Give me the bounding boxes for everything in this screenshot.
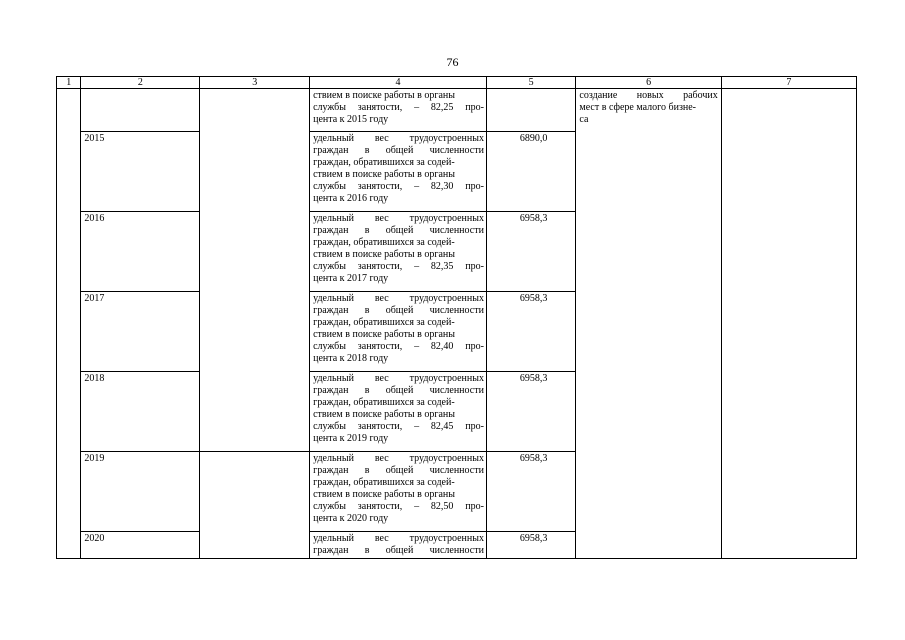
column-numbers-row bbox=[57, 77, 857, 89]
indicator-line: удельный вес трудоустроенных bbox=[313, 533, 484, 544]
indicator-line: ствием в поиске работы в органы bbox=[313, 249, 455, 260]
indicator-line: ствием в поиске работы в органы bbox=[313, 329, 455, 340]
indicator-line: граждан в общей численности bbox=[313, 225, 484, 236]
indicator-line: удельный вес трудоустроенных bbox=[313, 133, 484, 144]
indicator-cell bbox=[310, 132, 487, 212]
year-cell: 2016 bbox=[81, 212, 200, 292]
column-number: 7 bbox=[721, 77, 856, 89]
indicator-line: граждан в общей численности bbox=[313, 385, 484, 396]
value-cell: 6958,3 bbox=[486, 372, 575, 452]
column-number: 5 bbox=[486, 77, 575, 89]
col7-cell bbox=[721, 89, 856, 559]
column-number: 4 bbox=[310, 77, 487, 89]
year-cell bbox=[81, 89, 200, 132]
goal-cell bbox=[576, 89, 721, 559]
indicator-line: ствием в поиске работы в органы bbox=[313, 169, 455, 180]
goal-line: создание новых рабочих bbox=[579, 90, 718, 101]
program-table bbox=[56, 76, 857, 559]
year-cell: 2019 bbox=[81, 452, 200, 532]
col1-cell bbox=[57, 89, 81, 559]
indicator-line: ствием в поиске работы в органы bbox=[313, 90, 455, 101]
indicator-line: цента к 2018 году bbox=[313, 353, 389, 364]
value-cell: 6890,0 bbox=[486, 132, 575, 212]
indicator-line: граждан, обратившихся за содей- bbox=[313, 157, 455, 168]
col3-cell bbox=[200, 452, 310, 559]
indicator-line: цента к 2015 году bbox=[313, 114, 389, 125]
indicator-line: ствием в поиске работы в органы bbox=[313, 409, 455, 420]
column-number: 2 bbox=[81, 77, 200, 89]
indicator-line: граждан в общей численности bbox=[313, 545, 484, 556]
indicator-line: цента к 2019 году bbox=[313, 433, 389, 444]
column-number: 1 bbox=[57, 77, 81, 89]
value-cell: 6958,3 bbox=[486, 452, 575, 532]
indicator-line: службы занятости, – 82,50 про- bbox=[313, 501, 484, 512]
year-cell: 2015 bbox=[81, 132, 200, 212]
indicator-line: службы занятости, – 82,45 про- bbox=[313, 421, 484, 432]
value-cell bbox=[486, 89, 575, 132]
indicator-line: службы занятости, – 82,25 про- bbox=[313, 102, 484, 113]
indicator-line: цента к 2016 году bbox=[313, 193, 389, 204]
indicator-cell bbox=[310, 372, 487, 452]
value-cell: 6958,3 bbox=[486, 532, 575, 559]
col3-cell bbox=[200, 89, 310, 452]
indicator-line: цента к 2020 году bbox=[313, 513, 389, 524]
year-cell: 2020 bbox=[81, 532, 200, 559]
indicator-cell bbox=[310, 452, 487, 532]
indicator-cell bbox=[310, 212, 487, 292]
indicator-line: службы занятости, – 82,35 про- bbox=[313, 261, 484, 272]
value-cell: 6958,3 bbox=[486, 212, 575, 292]
indicator-line: граждан в общей численности bbox=[313, 465, 484, 476]
indicator-line: граждан, обратившихся за содей- bbox=[313, 477, 455, 488]
indicator-line: цента к 2017 году bbox=[313, 273, 389, 284]
indicator-cell bbox=[310, 89, 487, 132]
value-cell: 6958,3 bbox=[486, 292, 575, 372]
indicator-line: граждан в общей численности bbox=[313, 305, 484, 316]
year-cell: 2017 bbox=[81, 292, 200, 372]
indicator-line: граждан в общей численности bbox=[313, 145, 484, 156]
indicator-line: удельный вес трудоустроенных bbox=[313, 213, 484, 224]
goal-line: са bbox=[579, 114, 589, 125]
table-row bbox=[57, 89, 857, 132]
column-number: 6 bbox=[576, 77, 721, 89]
indicator-line: граждан, обратившихся за содей- bbox=[313, 397, 455, 408]
indicator-cell bbox=[310, 532, 487, 559]
indicator-line: удельный вес трудоустроенных bbox=[313, 293, 484, 304]
indicator-line: службы занятости, – 82,30 про- bbox=[313, 181, 484, 192]
page-number: 76 bbox=[446, 55, 459, 69]
indicator-line: граждан, обратившихся за содей- bbox=[313, 317, 455, 328]
indicator-line: службы занятости, – 82,40 про- bbox=[313, 341, 484, 352]
goal-line: мест в сфере малого бизне- bbox=[579, 102, 697, 113]
column-number: 3 bbox=[200, 77, 310, 89]
indicator-line: граждан, обратившихся за содей- bbox=[313, 237, 455, 248]
indicator-line: удельный вес трудоустроенных bbox=[313, 373, 484, 384]
year-cell: 2018 bbox=[81, 372, 200, 452]
indicator-line: удельный вес трудоустроенных bbox=[313, 453, 484, 464]
indicator-cell bbox=[310, 292, 487, 372]
indicator-line: ствием в поиске работы в органы bbox=[313, 489, 455, 500]
